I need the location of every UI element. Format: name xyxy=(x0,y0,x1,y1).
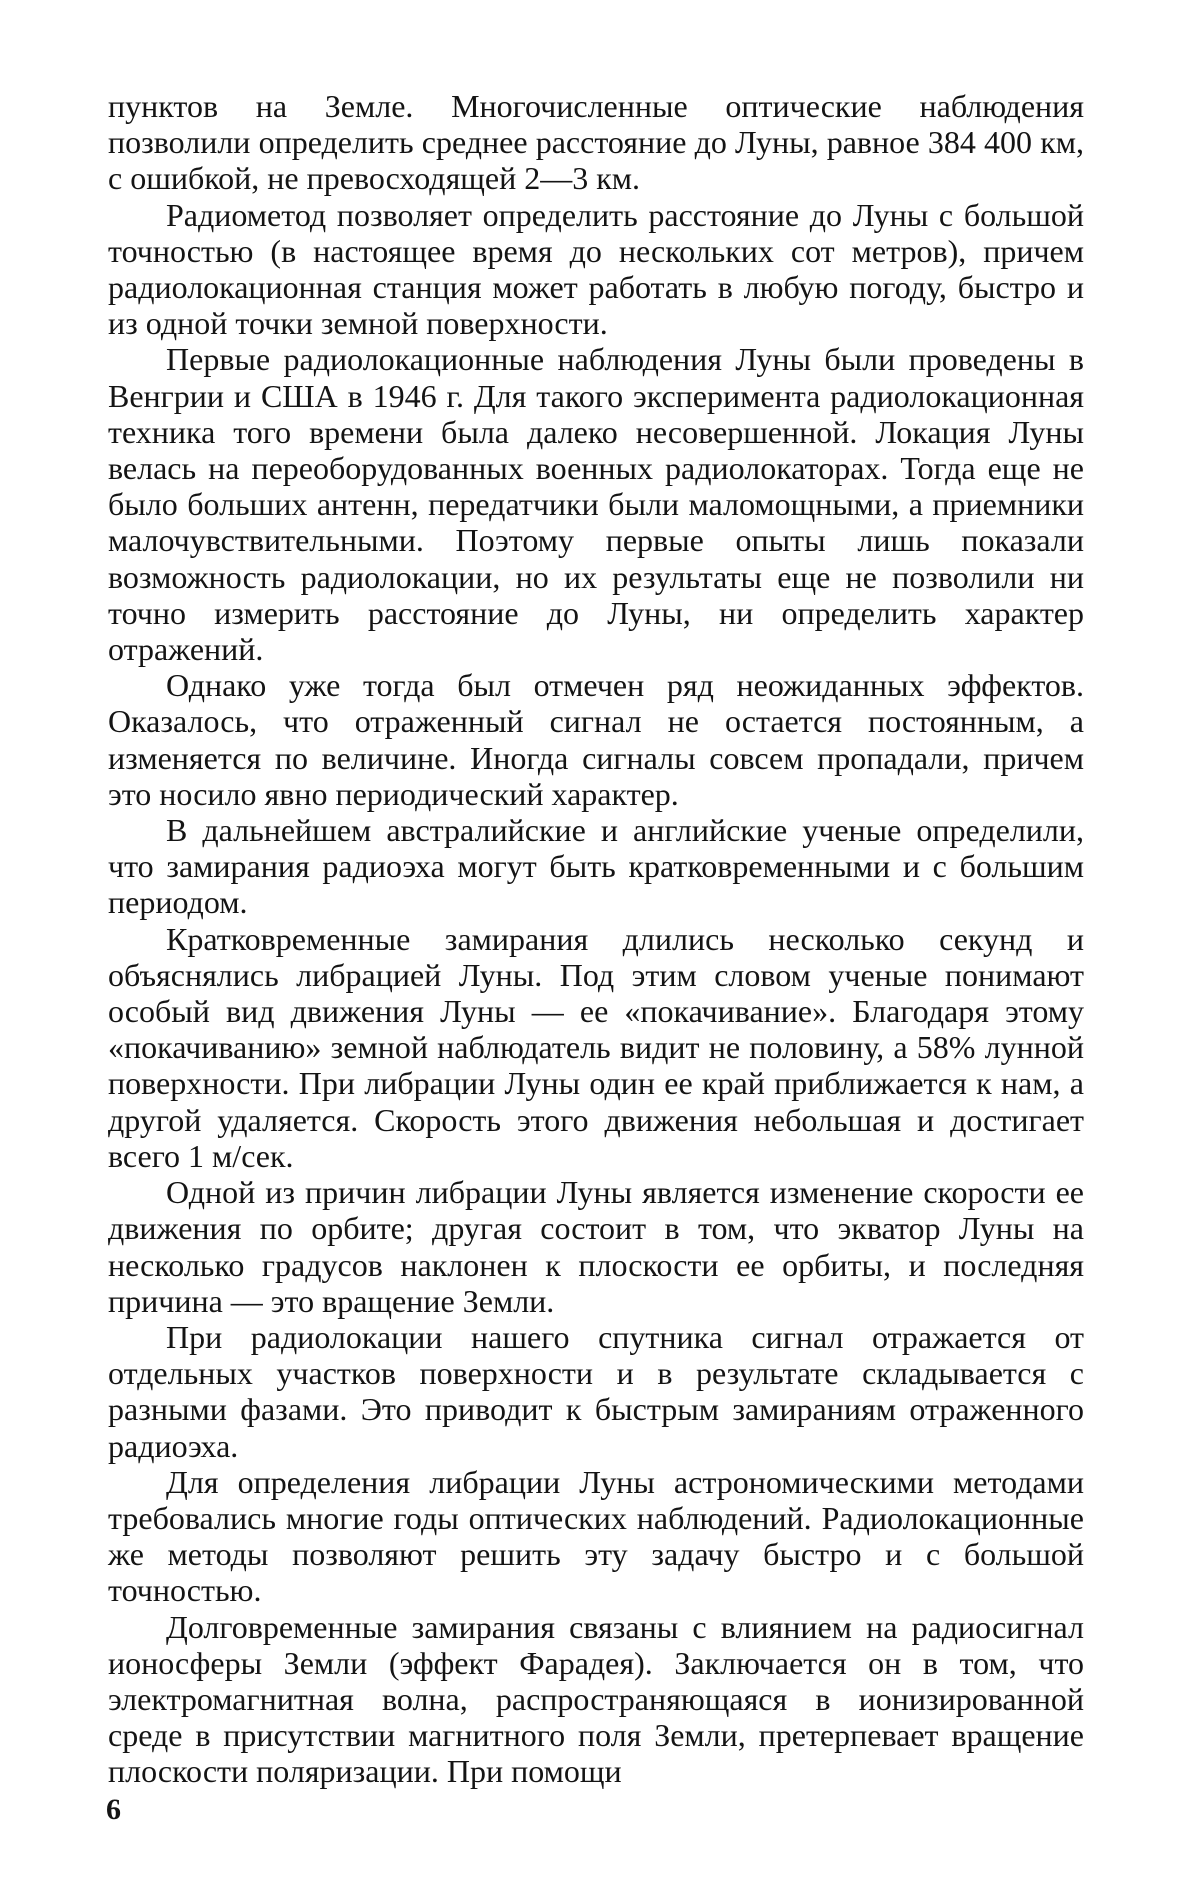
paragraph: Радиометод позволяет определить расстояние до Луны с большой точностью (в настоящее время до нескольких сот метров), причем радиолокационная станция может работать в любую погоду, быстро и из одной точки земной поверхности. xyxy=(108,196,1084,342)
paragraph: Первые радиолокационные наблюдения Луны были проведены в Венгрии и США в 1946 г. Для такого эксперимента радиолокационная техника того времени была далеко несовершенной. Локация Луны велась на переоборудованных военных радиолокаторах. Тогда еще не было больших антенн, передатчики были маломощными, а приемники малочувствительными. Поэтому первые опыты лишь показали возможность радиолокации, но их результаты еще не позволили ни точно измерить расстояние до Луны, ни определить характер отражений. xyxy=(108,341,1084,668)
paragraph: Для определения либрации Луны астрономическими методами требовались многие годы оптических наблюдений. Радиолокационные же методы позволяют решить эту задачу быстро и с большой точностью. xyxy=(108,1463,1084,1609)
paragraph: Кратковременные замирания длились несколько секунд и объяснялись либрацией Луны. Под этим словом ученые понимают особый вид движения Луны — ее «покачивание». Благодаря этому «покачиванию» земной наблюдатель видит не половину, а 58% лунной поверхности. При либрации Луны один ее край приближается к нам, а другой удаляется. Скорость этого движения небольшая и достигает всего 1 м/сек. xyxy=(108,920,1084,1174)
paragraph: В дальнейшем австралийские и английские ученые определили, что замирания радиоэха могут быть кратковременными и с большим периодом. xyxy=(108,812,1084,921)
paragraph: При радиолокации нашего спутника сигнал отражается от отдельных участков поверхности и в результате складывается с разными фазами. Это приводит к быстрым замираниям отраженного радиоэха. xyxy=(108,1318,1084,1464)
paragraph: Одной из причин либрации Луны является изменение скорости ее движения по орбите; другая состоит в том, что экватор Луны на несколько градусов наклонен к плоскости ее орбиты, и последняя причина — это вращение Земли. xyxy=(108,1174,1084,1319)
page-body xyxy=(108,88,1084,1790)
paragraph: пунктов на Земле. Многочисленные оптические наблюдения позволили определить среднее расстояние до Луны, равное 384 400 км, с ошибкой, не превосходящей 2—3 км. xyxy=(108,88,1084,197)
page-number: 6 xyxy=(106,1793,121,1826)
paragraph: Однако уже тогда был отмечен ряд неожиданных эффектов. Оказалось, что отраженный сигнал не остается постоянным, а изменяется по величине. Иногда сигналы совсем пропадали, причем это носило явно периодический характер. xyxy=(108,667,1084,812)
paragraph: Долговременные замирания связаны с влиянием на радиосигнал ионосферы Земли (эффект Фарадея). Заключается он в том, что электромагнитная волна, распространяющаяся в ионизированной среде в присутствии магнитного поля Земли, претерпевает вращение плоскости поляризации. При помощи xyxy=(108,1608,1084,1790)
